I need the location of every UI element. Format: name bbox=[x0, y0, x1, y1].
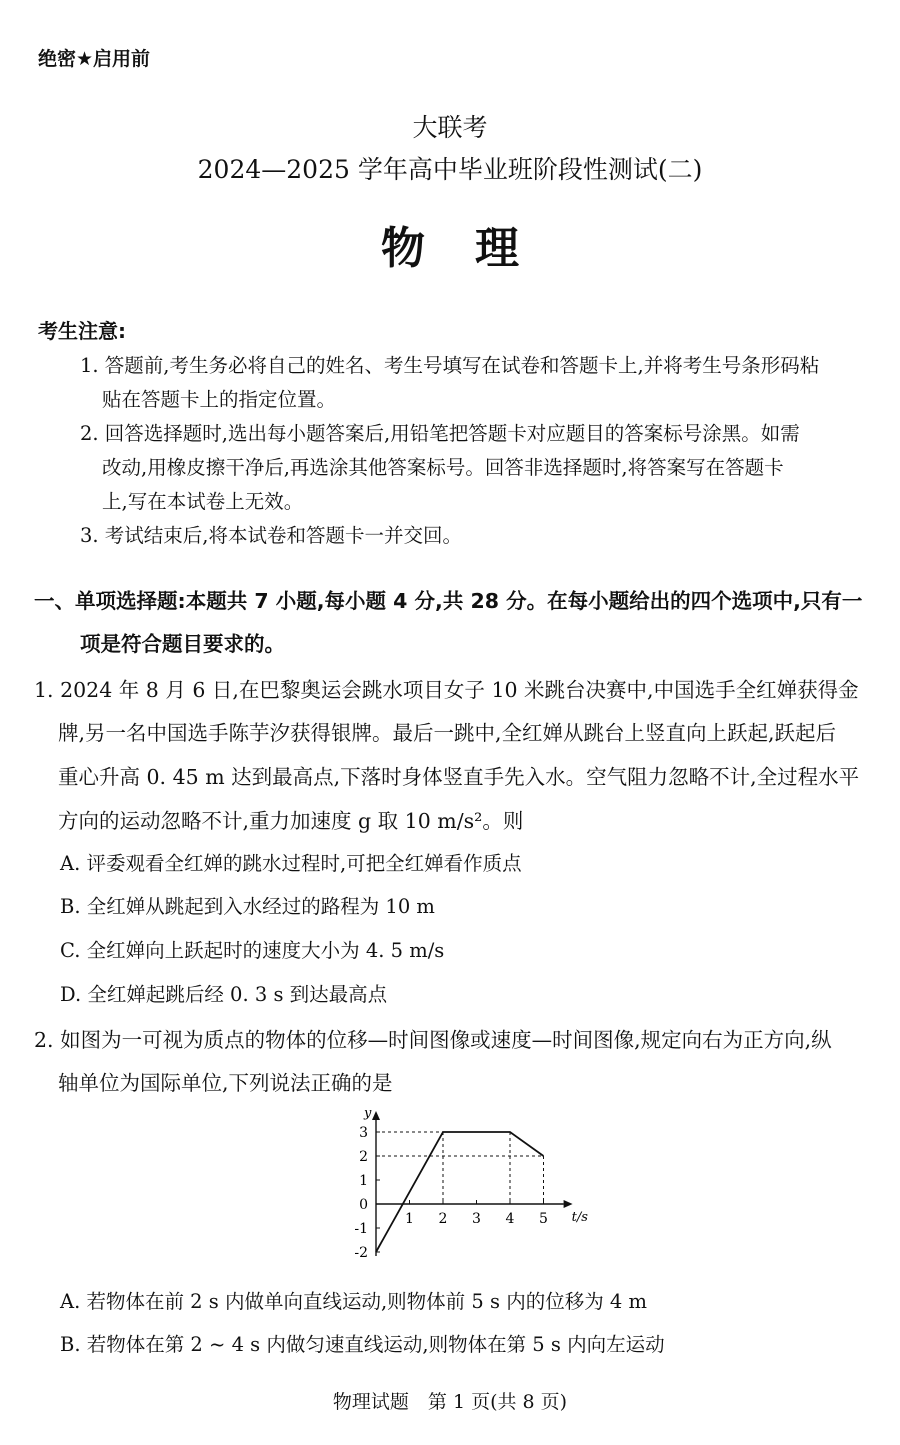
notice-line: 上,写在本试卷上无效。 bbox=[102, 490, 304, 513]
notice-line: 2. 回答选择题时,选出每小题答案后,用铅笔把答题卡对应题目的答案标号涂黑。如需 bbox=[80, 422, 800, 445]
y-axis-arrow bbox=[372, 1111, 380, 1120]
notice-line: 贴在答题卡上的指定位置。 bbox=[102, 388, 337, 411]
x-axis-arrow bbox=[564, 1200, 573, 1208]
section-heading: 一、单项选择题:本题共 7 小题,每小题 4 分,共 28 分。在每小题给出的四个选项中,只有一 bbox=[34, 589, 863, 613]
organizer: 大联考 bbox=[412, 113, 488, 142]
q2-graph bbox=[340, 1103, 590, 1263]
q1-stem-line: 方向的运动忽略不计,重力加速度 g 取 10 m/s²。则 bbox=[58, 809, 524, 833]
x-axis-label: t/s bbox=[571, 1210, 588, 1225]
subject-title: 物理 bbox=[381, 223, 569, 274]
q1-stem-line: 1. 2024 年 8 月 6 日,在巴黎奥运会跳水项目女子 10 米跳台决赛中,中国选手全红婵获得金 bbox=[34, 678, 859, 702]
section-heading-cont: 项是符合题目要求的。 bbox=[80, 632, 285, 656]
q2-option-a: A. 若物体在前 2 s 内做单向直线运动,则物体前 5 s 内的位移为 4 m bbox=[60, 1290, 647, 1313]
q2-option-b: B. 若物体在第 2 ~ 4 s 内做匀速直线运动,则物体在第 5 s 内向左运动 bbox=[60, 1333, 665, 1356]
x-tick-label: 5 bbox=[539, 1211, 548, 1227]
q1-option-c: C. 全红婵向上跃起时的速度大小为 4. 5 m/s bbox=[60, 939, 445, 962]
x-tick-label: 1 bbox=[405, 1211, 414, 1227]
notice-line: 1. 答题前,考生务必将自己的姓名、考生号填写在试卷和答题卡上,并将考生号条形码粘 bbox=[80, 354, 820, 377]
series-line bbox=[376, 1132, 544, 1252]
x-tick-label: 2 bbox=[438, 1211, 448, 1227]
q1-stem-line: 重心升高 0. 45 m 达到最高点,下落时身体竖直手先入水。空气阻力忽略不计,全过程水平 bbox=[58, 765, 860, 789]
q1-stem-line: 牌,另一名中国选手陈芋汐获得银牌。最后一跳中,全红婵从跳台上竖直向上跃起,跃起后 bbox=[58, 721, 837, 745]
exam-title: 2024—2025 学年高中毕业班阶段性测试(二) bbox=[197, 155, 703, 184]
q1-option-a: A. 评委观看全红婵的跳水过程时,可把全红婵看作质点 bbox=[60, 852, 522, 875]
y-tick-label: 3 bbox=[359, 1125, 368, 1141]
y-tick-label: -2 bbox=[354, 1245, 368, 1261]
y-tick-label: 1 bbox=[359, 1173, 368, 1189]
q1-option-b: B. 全红婵从跳起到入水经过的路程为 10 m bbox=[60, 895, 435, 918]
page-footer: 物理试题 第 1 页(共 8 页) bbox=[332, 1391, 568, 1413]
x-tick-label: 3 bbox=[472, 1211, 481, 1227]
q2-stem-line: 2. 如图为一可视为质点的物体的位移—时间图像或速度—时间图像,规定向右为正方向,纵 bbox=[34, 1028, 832, 1052]
y-tick-label: -1 bbox=[354, 1221, 368, 1237]
notice-title: 考生注意: bbox=[38, 319, 126, 343]
x-tick-label: 4 bbox=[505, 1211, 515, 1227]
q1-option-d: D. 全红婵起跳后经 0. 3 s 到达最高点 bbox=[60, 983, 388, 1006]
y-tick-label: 2 bbox=[359, 1149, 368, 1165]
y-axis-label: y bbox=[364, 1106, 372, 1121]
q2-stem-line: 轴单位为国际单位,下列说法正确的是 bbox=[58, 1071, 393, 1095]
notice-line: 3. 考试结束后,将本试卷和答题卡一并交回。 bbox=[80, 524, 463, 547]
secret-mark: 绝密★启用前 bbox=[38, 48, 151, 70]
notice-line: 改动,用橡皮擦干净后,再选涂其他答案标号。回答非选择题时,将答案写在答题卡 bbox=[102, 456, 784, 479]
y-tick-label: 0 bbox=[359, 1197, 368, 1213]
